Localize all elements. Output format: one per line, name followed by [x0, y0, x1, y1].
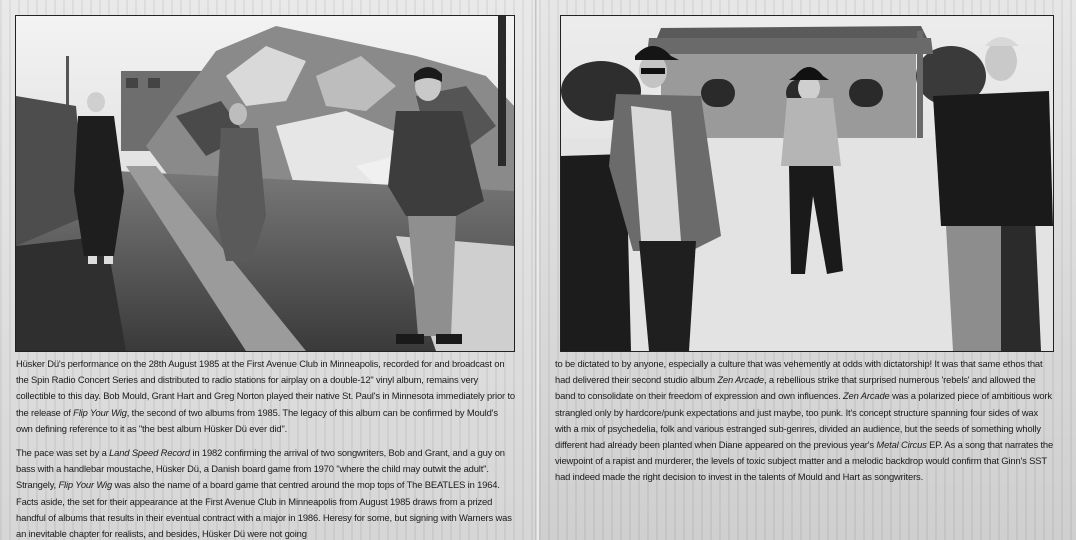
left-article-text	[16, 356, 516, 540]
band-photo-rubble	[15, 15, 515, 352]
left-paragraph-1	[16, 356, 516, 437]
text-run: in 1982 confirming the arrival of two songwriters, Bob and Grant, and a guy on bass with a handlebar moustache, Hüsker Dü, a Danish board game from 1970 "where the child may outwit the adult". Strangely,	[16, 447, 505, 491]
right-article-text	[555, 356, 1055, 494]
text-run: was also the name of a board game that centred around the mop tops of The BEATLES in 1964. Facts aside, the set for their appearance at the First Avenue Club in Minneapolis from August 1985 draws from a prized handful of albums that results in their eventual contract with a major in 1986. Heresy for some, but signing with Warners was an inevitable chapter for realists, and besides, Hüsker Dü were not going	[16, 479, 512, 540]
text-run: The pace was set by a	[16, 447, 110, 459]
italic-title-run: Zen Arcade	[717, 374, 764, 386]
italic-title-run: Metal Circus	[876, 439, 927, 451]
italic-title-run: Zen Arcade	[842, 390, 890, 402]
left-paragraph-2	[16, 445, 516, 540]
band-photo-building	[560, 15, 1054, 352]
text-run: to be dictated to by anyone, especially a culture that was vehemently at odds with dictatorship! It was that same ethos that had delivered their second studio album	[555, 358, 1043, 386]
left-page	[0, 0, 537, 540]
text-run: was a polarized piece of ambitious work strangled only by hardcore/punk expectations and just maybe, too punk. It's concept structure spanning four sides of wax with a mix of psychedelia, folk and various estranged sub-genres, divided an audience, but the seeds of something wholly different had already been planted when Diane appeared on the previous year's	[555, 390, 1052, 451]
text-run: , a rebellious strike that surprised numerous 'rebels' and allowed the band to consolidate on their freedom of expression and own influences.	[555, 374, 1036, 402]
text-run: , the second of two albums from 1985. The legacy of this album can be confirmed by Mould's own defining reference to it as "the best album Hüsker Dü ever did".	[16, 406, 498, 434]
right-paragraph-1	[555, 356, 1055, 486]
italic-title-run: Land Speed Record	[109, 447, 190, 459]
right-page	[539, 0, 1076, 540]
text-run: Hüsker Dü's performance on the 28th August 1985 at the First Avenue Club in Minneapolis, recorded for and broadcast on the Spin Radio Concert Series and distributed to radio stations for airplay on a double-12" vinyl album, remains very collectible to this day. Bob Mould, Grant Hart and Greg Norton played their native St. Paul's in Minnesota immediately prior to the release of	[16, 358, 515, 418]
text-run: EP. As a song that narrates the viewpoint of a rapist and murderer, the levels of toxic subject matter and a melodic backdrop would confirm that Ginn's SST had indeed made the right decision to invest in the talents of Mould and Hart as songwriters.	[555, 439, 1054, 483]
italic-title-run: Flip Your Wig	[58, 479, 113, 491]
band-photo-building-image	[561, 16, 1053, 351]
italic-title-run: Flip Your Wig	[73, 406, 127, 418]
band-photo-rubble-image	[16, 16, 514, 351]
